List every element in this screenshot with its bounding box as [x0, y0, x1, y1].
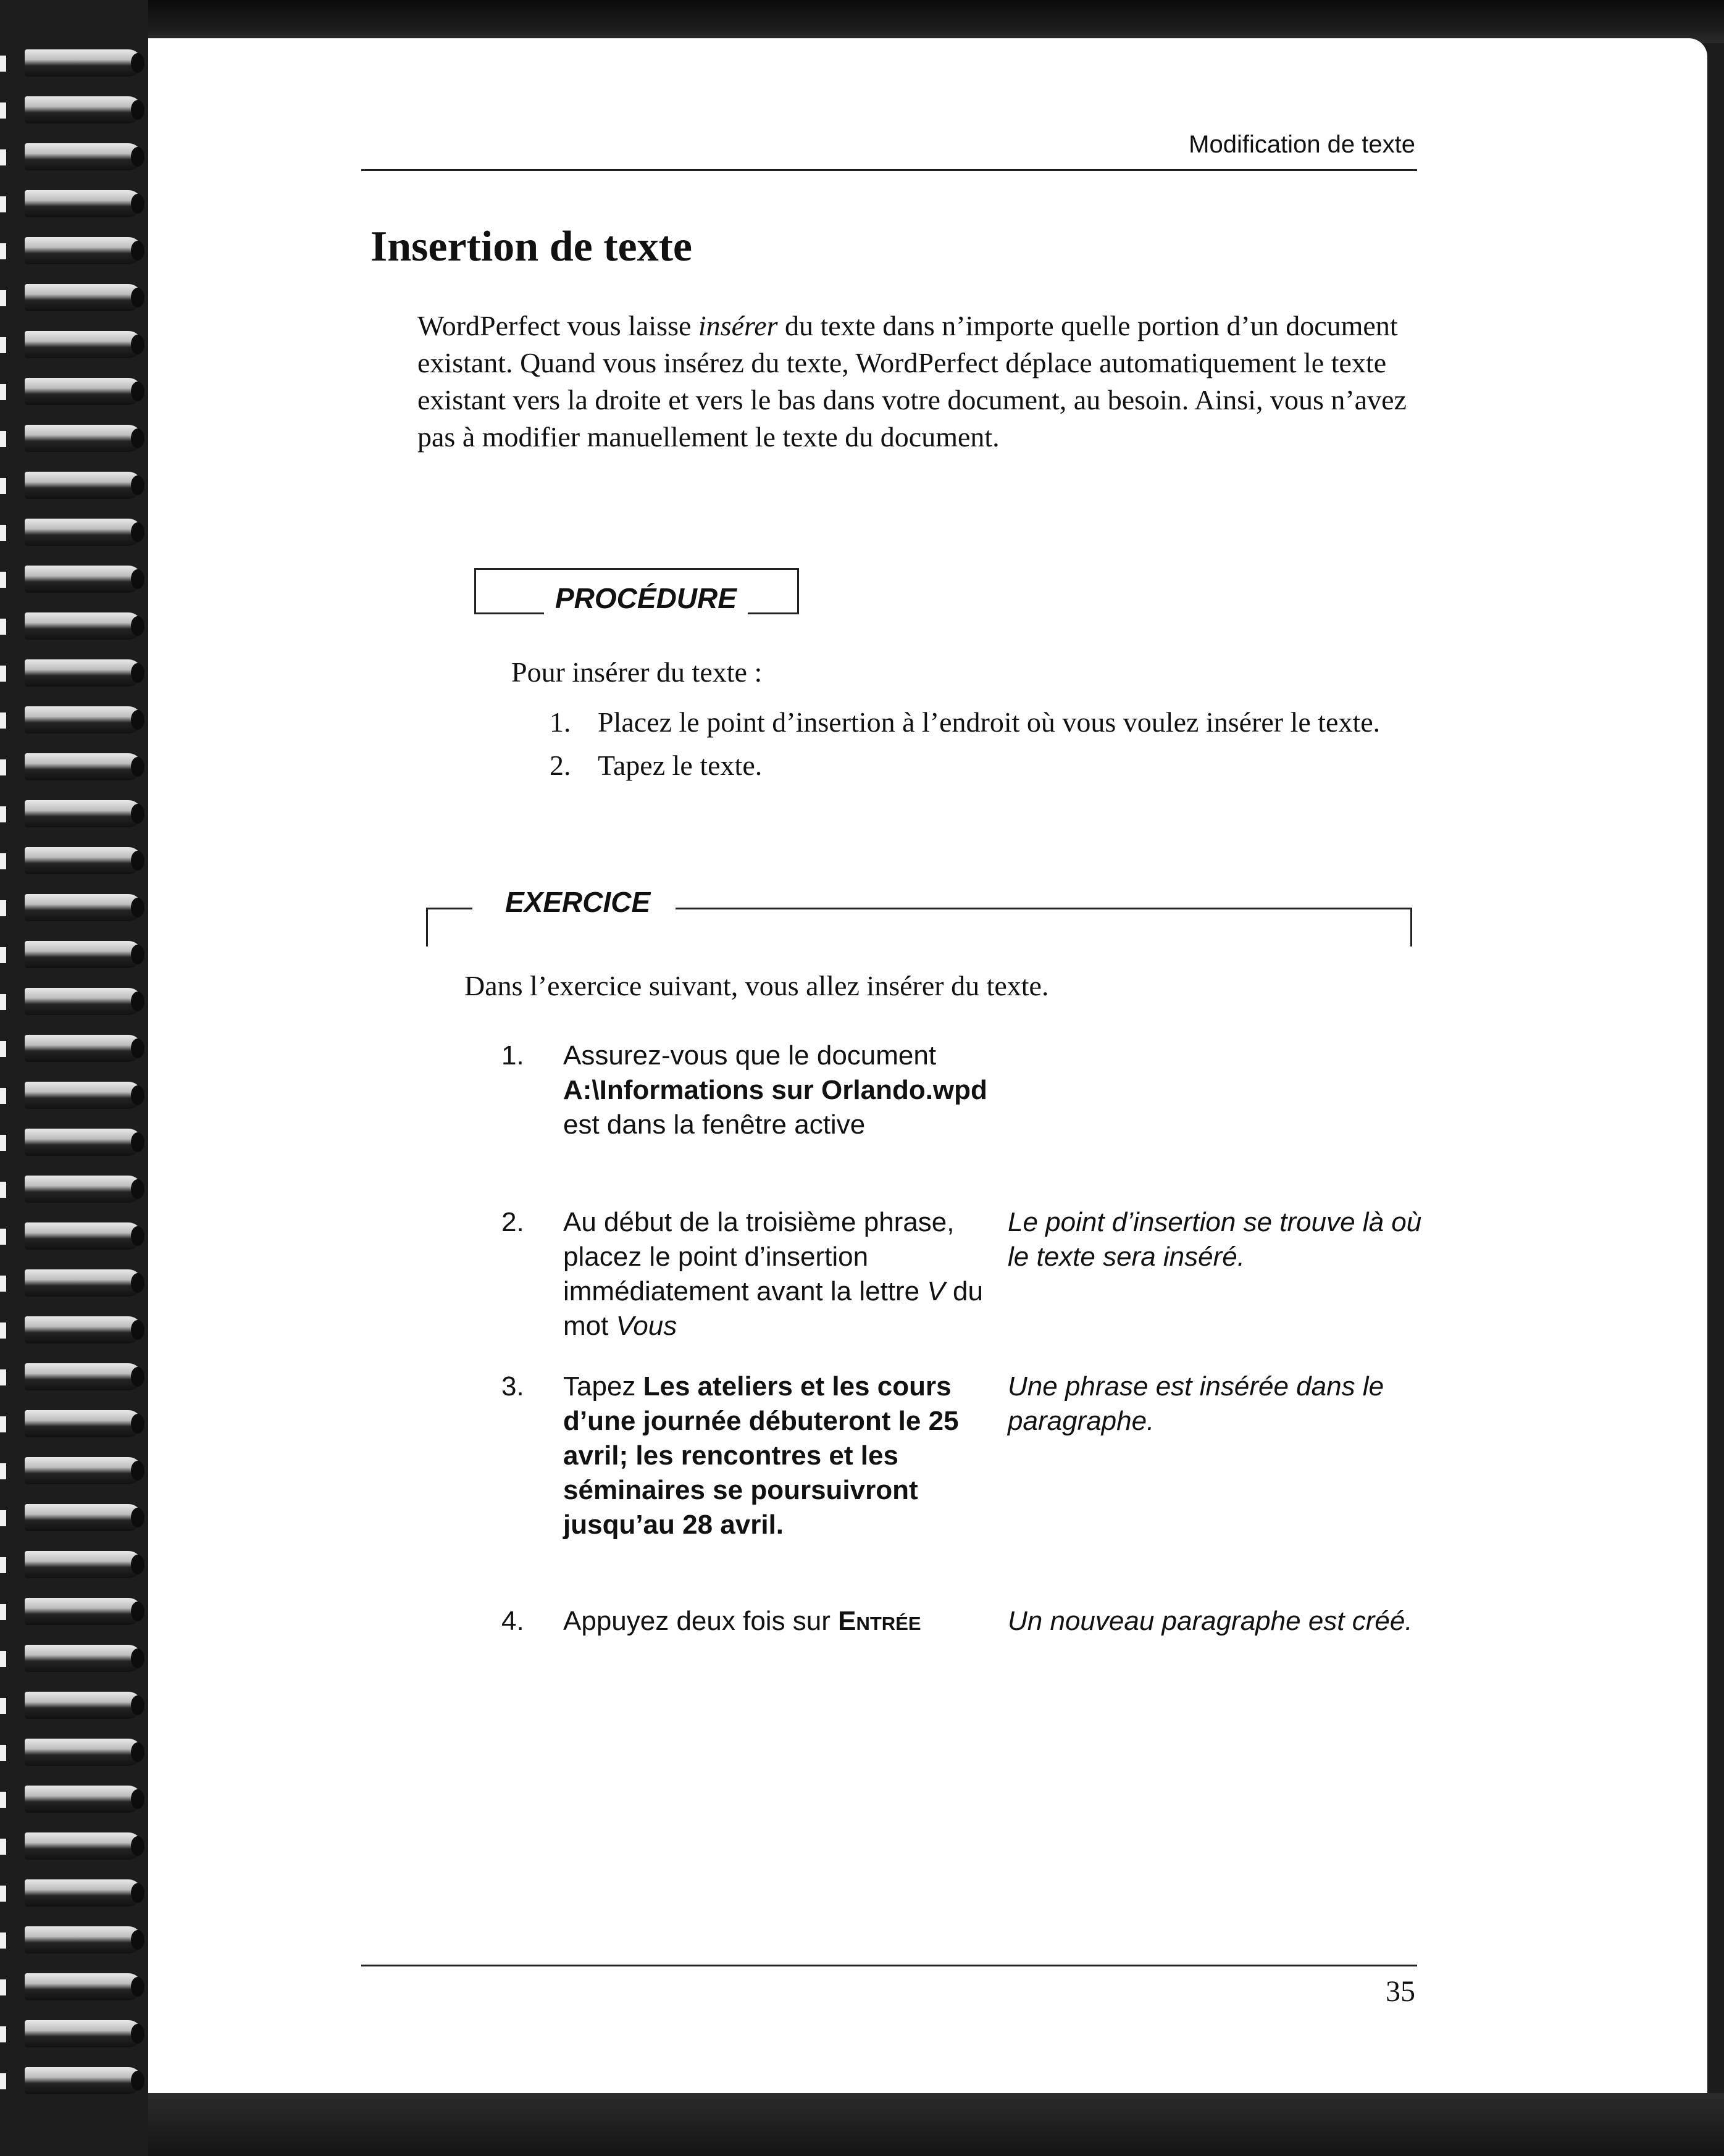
instruction-text: Au début de la troisième phrase, placez le point d’insertion immédiatement avant la lettre: [563, 1207, 955, 1306]
intro-text-before: WordPerfect vous laisse: [417, 310, 698, 341]
binding-hole: [0, 56, 6, 72]
exercise-step-number: 3.: [501, 1371, 524, 1402]
intro-emphasis: insérer: [698, 310, 778, 341]
procedure-step-text: Placez le point d’insertion à l’endroit où vous voulez insérer le texte.: [598, 706, 1381, 738]
binding-hole: [0, 384, 6, 400]
binding-coil: [25, 1082, 142, 1109]
binding-coil: [25, 237, 142, 264]
binding-hole: [0, 947, 6, 963]
exercise-step-note: Une phrase est insérée dans le paragraphe.: [1008, 1371, 1384, 1436]
binding-coil: [25, 1786, 142, 1813]
intro-text-after: du texte dans n’importe quelle portion d’un document existant. Quand vous insérez du texte, WordPerfect déplace automatiquement le texte existant vers la droite et vers le bas dans votre document, au besoin. Ainsi, vous n’avez pas à modifier manuellement le texte du document.: [417, 310, 1407, 453]
text-to-type: Les ateliers et les cours d’une journée débuteront le 25 avril; les rencontres et les séminaires se poursuivront jusqu’au 28 avril.: [563, 1371, 959, 1540]
procedure-step-number: 1.: [550, 706, 571, 738]
binding-hole: [0, 290, 6, 306]
instruction-text: Assurez-vous que le document: [563, 1040, 937, 1071]
procedure-steps: [550, 704, 1414, 790]
exercise-step-instruction: [563, 1369, 995, 1542]
procedure-heading-box: [474, 568, 799, 614]
binding-hole: [0, 1322, 6, 1339]
binding-coil: [25, 988, 142, 1015]
binding-hole: [0, 619, 6, 635]
binding-coil: [25, 1692, 142, 1719]
binding-coil: [25, 659, 142, 687]
scan-top-border: [0, 0, 1724, 43]
binding-hole: [0, 759, 6, 775]
exercise-label: EXERCICE: [505, 886, 651, 918]
procedure-step-number: 2.: [550, 750, 571, 781]
section-title: Insertion de texte: [370, 223, 693, 270]
binding-hole: [0, 853, 6, 869]
binding-coil: [25, 894, 142, 921]
binding-hole: [0, 525, 6, 541]
exercise-step-instruction: [563, 1205, 995, 1343]
binding-coil: [25, 800, 142, 827]
binding-coil: [25, 331, 142, 358]
exercise-bar-right: [676, 908, 1412, 946]
exercise-step-number: 2.: [501, 1207, 524, 1237]
binding-coil: [25, 1269, 142, 1297]
binding-hole: [0, 1135, 6, 1151]
header-rule: [361, 169, 1417, 171]
binding-hole: [0, 478, 6, 494]
binding-hole: [0, 1369, 6, 1385]
binding-hole: [0, 900, 6, 916]
instruction-text: Tapez: [563, 1371, 643, 1402]
binding-hole: [0, 1932, 6, 1949]
binding-hole: [0, 1839, 6, 1855]
binding-coil: [25, 1926, 142, 1953]
exercise-step-instruction: [563, 1604, 995, 1639]
page-number: 35: [1386, 1975, 1415, 2008]
binding-hole: [0, 431, 6, 447]
binding-hole: [0, 149, 6, 165]
binding-coil: [25, 519, 142, 546]
binding-coil: [25, 472, 142, 499]
binding-hole: [0, 1041, 6, 1057]
instruction-text: Appuyez deux fois sur: [563, 1606, 839, 1636]
procedure-step-text: Tapez le texte.: [598, 750, 763, 781]
binding-hole: [0, 994, 6, 1010]
binding-hole: [0, 1182, 6, 1198]
binding-hole: [0, 2073, 6, 2089]
binding-coil: [25, 1551, 142, 1578]
procedure-label: PROCÉDURE: [544, 582, 748, 615]
exercise-heading-bar: [426, 886, 1414, 945]
instruction-text: est dans la fenêtre active: [563, 1109, 866, 1140]
binding-hole: [0, 1792, 6, 1808]
binding-coil: [25, 1176, 142, 1203]
binding-hole: [0, 337, 6, 353]
binding-coil: [25, 941, 142, 968]
file-name: A:\Informations sur Orlando.wpd: [563, 1075, 987, 1105]
binding-coil: [25, 49, 142, 77]
binding-coil: [25, 1316, 142, 1343]
binding-hole: [0, 102, 6, 119]
binding-hole: [0, 1979, 6, 1995]
exercise-step-note: Un nouveau paragraphe est créé.: [1008, 1606, 1413, 1636]
binding-coil: [25, 1832, 142, 1860]
exercise-step-number: 1.: [501, 1040, 524, 1071]
binding-hole: [0, 806, 6, 822]
binding-hole: [0, 666, 6, 682]
binding-coil: [25, 1879, 142, 1907]
binding-coil: [25, 190, 142, 217]
scan-bottom-border: [0, 2093, 1724, 2156]
binding-hole: [0, 1698, 6, 1714]
binding-coil: [25, 1504, 142, 1531]
binding-coil: [25, 1598, 142, 1625]
binding-hole: [0, 1604, 6, 1620]
binding-hole: [0, 1745, 6, 1761]
binding-hole: [0, 1276, 6, 1292]
binding-coil: [25, 2020, 142, 2047]
binding-hole: [0, 1229, 6, 1245]
binding-hole: [0, 1510, 6, 1526]
exercise-step-number: 4.: [501, 1606, 524, 1636]
binding-coil: [25, 96, 142, 123]
binding-coil: [25, 753, 142, 780]
procedure-intro: Pour insérer du texte :: [511, 656, 763, 688]
binding-coil: [25, 425, 142, 452]
binding-hole: [0, 1651, 6, 1667]
exercise-intro: Dans l’exercice suivant, vous allez insérer du texte.: [464, 970, 1049, 1001]
binding-hole: [0, 712, 6, 729]
binding-coil: [25, 2067, 142, 2094]
instruction-text: du mot: [563, 1276, 983, 1341]
binding-coil: [25, 612, 142, 640]
binding-coil: [25, 1739, 142, 1766]
running-head: Modification de texte: [1189, 131, 1415, 158]
procedure-step: [550, 704, 1414, 741]
binding-coil: [25, 706, 142, 733]
footer-rule: [361, 1965, 1417, 1966]
procedure-step: [550, 747, 1414, 784]
binding-coil: [25, 1457, 142, 1484]
binding-coil: [25, 284, 142, 311]
binding-coil: [25, 566, 142, 593]
binding-coil: [25, 1645, 142, 1672]
binding-hole: [0, 1463, 6, 1479]
binding-coil: [25, 1363, 142, 1390]
binding-coil: [25, 847, 142, 874]
binding-hole: [0, 1886, 6, 1902]
binding-hole: [0, 196, 6, 212]
exercise-step-note: Le point d’insertion se trouve là où le texte sera inséré.: [1008, 1207, 1422, 1272]
binding-coil: [25, 1129, 142, 1156]
binding-coil: [25, 1035, 142, 1062]
binding-hole: [0, 572, 6, 588]
exercise-bar-left: [426, 908, 472, 946]
exercise-step-instruction: [563, 1038, 995, 1142]
binding-hole: [0, 1088, 6, 1104]
binding-hole: [0, 1416, 6, 1432]
binding-hole: [0, 2026, 6, 2042]
binding-coil: [25, 143, 142, 170]
key-name: Entrée: [838, 1606, 921, 1636]
intro-paragraph: [417, 307, 1418, 456]
word-emphasis: Vous: [616, 1311, 677, 1341]
binding-hole: [0, 243, 6, 259]
binding-hole: [0, 1557, 6, 1573]
spiral-binding: [0, 0, 148, 2156]
letter-emphasis: V: [927, 1276, 945, 1306]
binding-coil: [25, 1973, 142, 2000]
binding-coil: [25, 378, 142, 405]
binding-coil: [25, 1410, 142, 1437]
binding-coil: [25, 1222, 142, 1250]
